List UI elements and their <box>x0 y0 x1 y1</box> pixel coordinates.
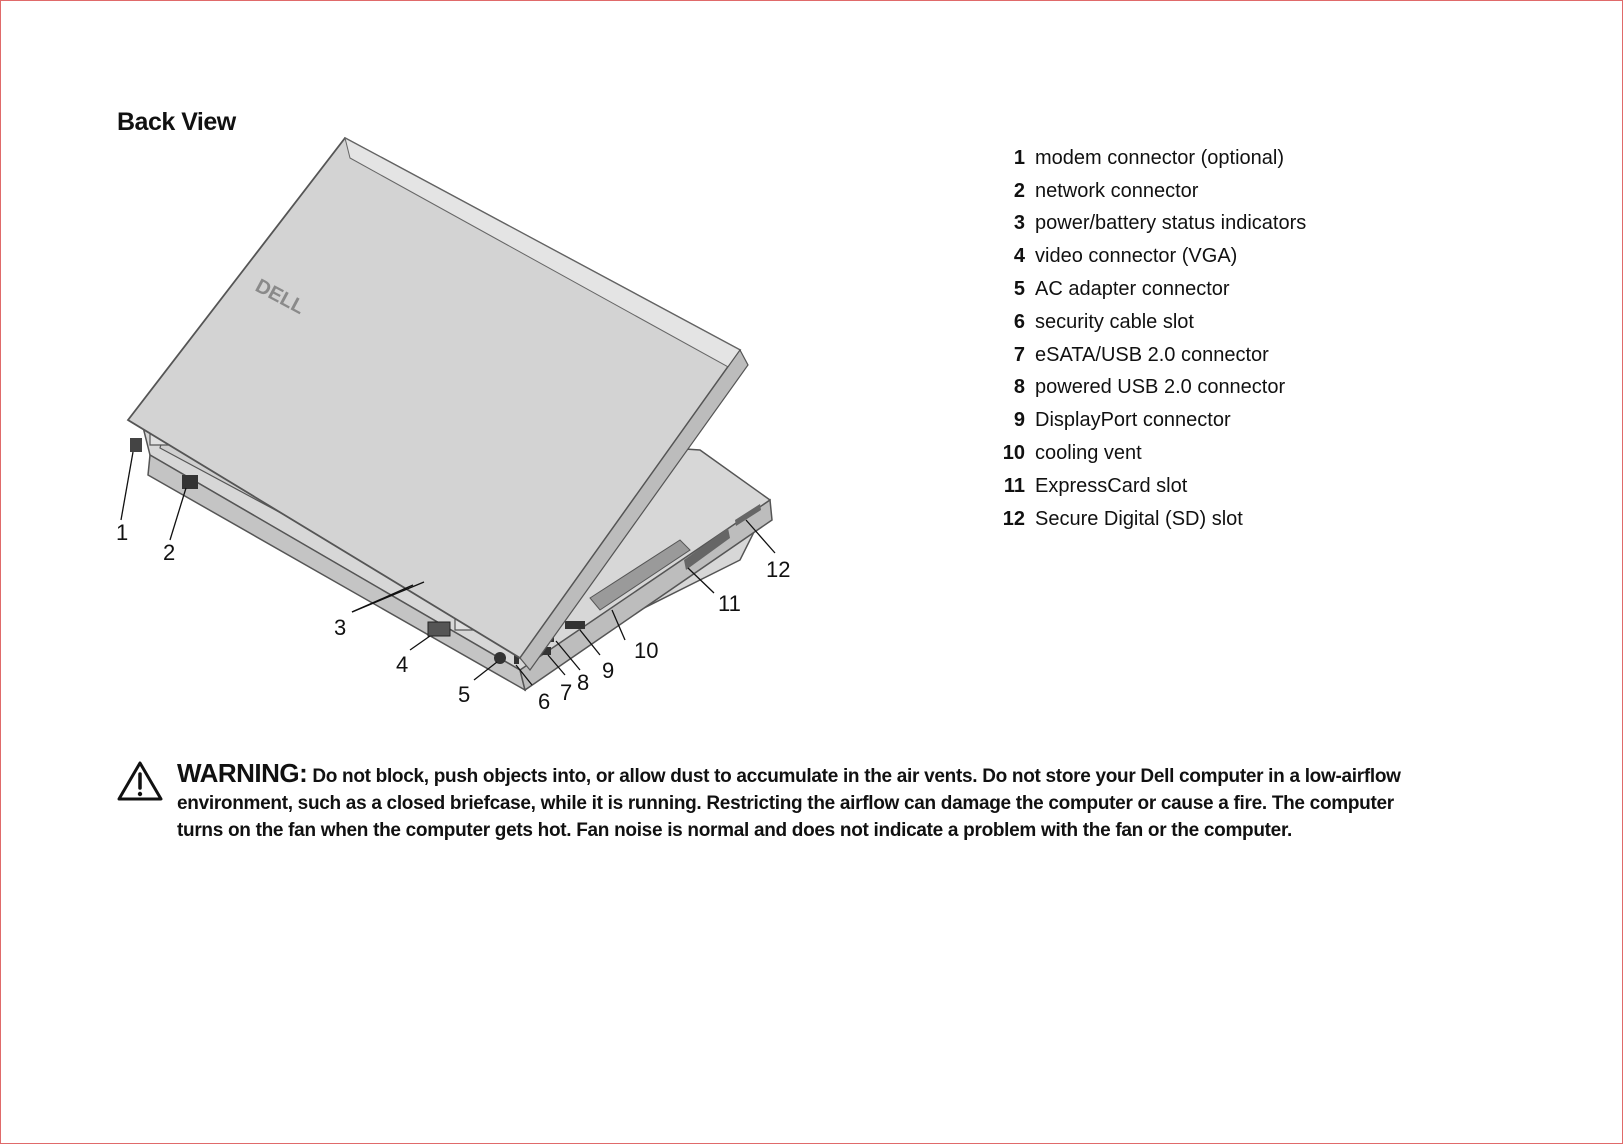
legend-number: 10 <box>1002 442 1025 465</box>
leader-4 <box>410 636 430 650</box>
legend-label: modem connector (optional) <box>1035 146 1285 169</box>
legend-item <box>990 339 1550 372</box>
legend-label: DisplayPort connector <box>1035 409 1231 432</box>
warning-notice <box>117 760 1417 844</box>
leader-1 <box>121 452 133 520</box>
legend-item <box>990 437 1550 470</box>
legend-label: video connector (VGA) <box>1035 245 1238 268</box>
callout-3: 3 <box>334 615 347 640</box>
warning-triangle-icon <box>117 760 163 802</box>
displayport-port <box>565 621 585 629</box>
laptop-back-view-illustration <box>100 130 800 740</box>
legend-number: 1 <box>1013 146 1025 169</box>
callout-8: 8 <box>577 670 590 695</box>
callout-10: 10 <box>634 638 659 663</box>
legend-number: 6 <box>1013 310 1025 333</box>
legend-number: 7 <box>1013 343 1025 366</box>
callout-9: 9 <box>602 658 615 683</box>
legend-label: powered USB 2.0 connector <box>1035 376 1286 399</box>
legend-item <box>990 175 1550 208</box>
legend-item <box>990 372 1550 405</box>
section-title: Back View <box>117 108 236 136</box>
warning-text <box>177 760 1417 844</box>
callout-1: 1 <box>116 520 129 545</box>
callout-12: 12 <box>766 557 791 582</box>
legend-item <box>990 404 1550 437</box>
callout-4: 4 <box>396 652 409 677</box>
callout-2: 2 <box>163 540 176 565</box>
legend-item <box>990 306 1550 339</box>
legend-item <box>990 470 1550 503</box>
legend-number: 5 <box>1013 278 1025 301</box>
legend-label: AC adapter connector <box>1035 278 1230 301</box>
legend-item <box>990 240 1550 273</box>
callout-11: 11 <box>718 591 741 616</box>
warning-label: WARNING: <box>177 758 308 788</box>
legend-item <box>990 142 1550 175</box>
callout-7: 7 <box>560 680 573 705</box>
legend-item <box>990 208 1550 241</box>
legend-number: 8 <box>1013 376 1025 399</box>
legend-label: eSATA/USB 2.0 connector <box>1035 343 1269 366</box>
modem-port <box>130 438 142 452</box>
callout-6: 6 <box>538 689 551 714</box>
legend-item <box>990 273 1550 306</box>
legend-label: security cable slot <box>1035 310 1194 333</box>
legend-label: cooling vent <box>1035 442 1142 465</box>
legend-number: 9 <box>1013 409 1025 432</box>
legend-number: 3 <box>1013 212 1025 235</box>
callout-5: 5 <box>458 682 471 707</box>
vga-port <box>428 622 450 636</box>
legend-number: 4 <box>1013 245 1025 268</box>
legend-label: Secure Digital (SD) slot <box>1035 507 1243 530</box>
legend-number: 12 <box>1002 507 1025 530</box>
warning-body: Do not block, push objects into, or allow dust to accumulate in the air vents. Do not store your Dell computer in a low-airflow environment, such as a closed briefcase, while it is running. Restricting the airflow can damage the computer or cause a fire. The computer turns on the fan when the computer gets hot. Fan noise is normal and does not indicate a problem with the fan or the computer. <box>177 766 1401 841</box>
legend-number: 2 <box>1013 179 1025 202</box>
legend-number: 11 <box>1003 474 1025 497</box>
legend-label: network connector <box>1035 179 1199 202</box>
dell-logo: DELL <box>251 274 309 319</box>
legend-label: power/battery status indicators <box>1035 212 1307 235</box>
callout-legend <box>990 142 1550 536</box>
network-port <box>182 475 198 489</box>
legend-label: ExpressCard slot <box>1035 474 1188 497</box>
legend-item <box>990 503 1550 536</box>
leader-2 <box>170 488 186 540</box>
